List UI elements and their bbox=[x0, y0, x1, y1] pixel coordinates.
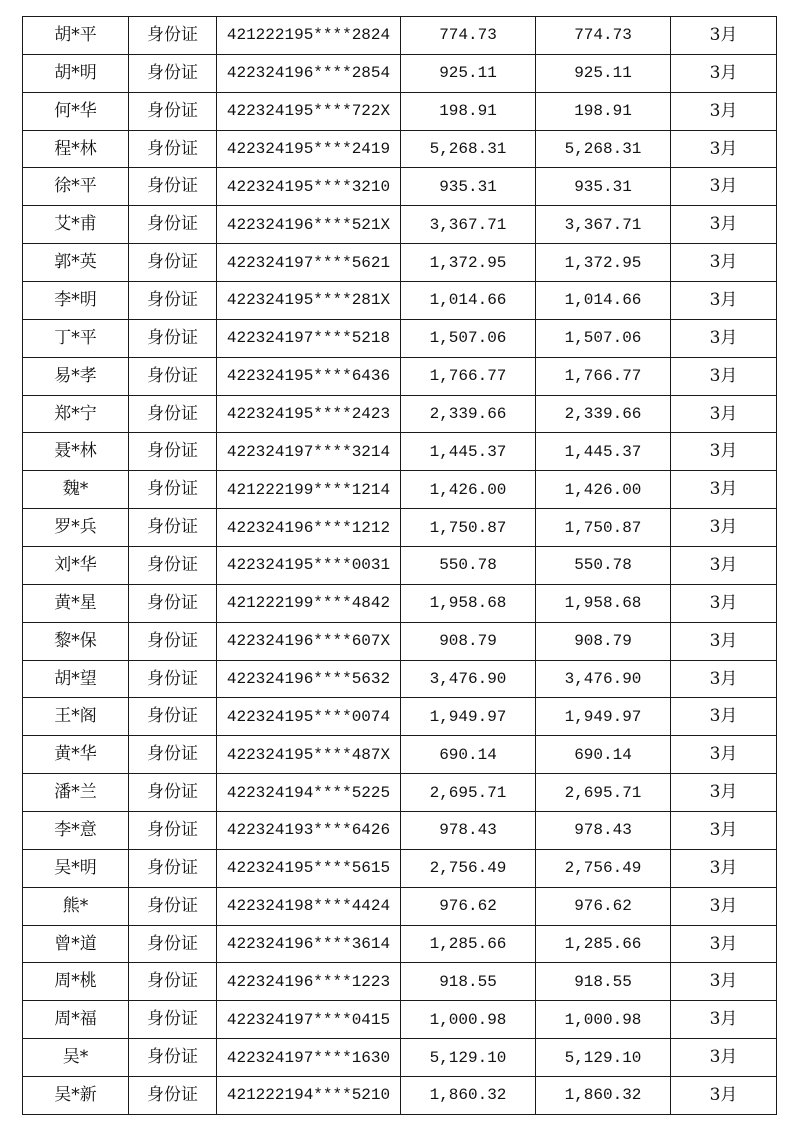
cell-amount-a: 1,750.87 bbox=[401, 509, 536, 547]
cell-amount-a: 1,000.98 bbox=[401, 1001, 536, 1039]
cell-id-type: 身份证 bbox=[129, 1039, 217, 1077]
cell-name: 程*林 bbox=[23, 130, 129, 168]
cell-id-type: 身份证 bbox=[129, 812, 217, 850]
cell-id-type: 身份证 bbox=[129, 698, 217, 736]
cell-amount-a: 1,285.66 bbox=[401, 925, 536, 963]
cell-amount-b: 5,129.10 bbox=[536, 1039, 671, 1077]
cell-amount-a: 2,339.66 bbox=[401, 395, 536, 433]
table-row bbox=[23, 471, 777, 509]
cell-month: 3月 bbox=[671, 395, 777, 433]
table-body bbox=[23, 17, 777, 1115]
cell-name: 郭*英 bbox=[23, 244, 129, 282]
cell-amount-a: 774.73 bbox=[401, 17, 536, 55]
table-row bbox=[23, 130, 777, 168]
cell-name: 聂*林 bbox=[23, 433, 129, 471]
document-page bbox=[22, 16, 776, 1115]
cell-amount-a: 978.43 bbox=[401, 812, 536, 850]
cell-name: 丁*平 bbox=[23, 319, 129, 357]
cell-amount-a: 925.11 bbox=[401, 54, 536, 92]
cell-amount-a: 918.55 bbox=[401, 963, 536, 1001]
cell-month: 3月 bbox=[671, 622, 777, 660]
cell-name: 郑*宁 bbox=[23, 395, 129, 433]
table-row bbox=[23, 698, 777, 736]
table-row bbox=[23, 849, 777, 887]
cell-name: 吴* bbox=[23, 1039, 129, 1077]
cell-id-number: 422324196****5632 bbox=[217, 660, 401, 698]
cell-name: 周*福 bbox=[23, 1001, 129, 1039]
cell-id-number: 422324195****0074 bbox=[217, 698, 401, 736]
cell-id-type: 身份证 bbox=[129, 622, 217, 660]
cell-month: 3月 bbox=[671, 244, 777, 282]
cell-name: 吴*新 bbox=[23, 1077, 129, 1115]
cell-id-type: 身份证 bbox=[129, 1077, 217, 1115]
cell-id-number: 422324196****1223 bbox=[217, 963, 401, 1001]
table-row bbox=[23, 622, 777, 660]
table-row bbox=[23, 395, 777, 433]
cell-amount-b: 690.14 bbox=[536, 736, 671, 774]
cell-id-number: 422324197****5621 bbox=[217, 244, 401, 282]
cell-name: 刘*华 bbox=[23, 547, 129, 585]
cell-amount-b: 2,695.71 bbox=[536, 774, 671, 812]
cell-id-type: 身份证 bbox=[129, 963, 217, 1001]
cell-amount-b: 3,476.90 bbox=[536, 660, 671, 698]
cell-amount-b: 908.79 bbox=[536, 622, 671, 660]
table-row bbox=[23, 17, 777, 55]
cell-name: 王*阁 bbox=[23, 698, 129, 736]
cell-id-number: 421222199****1214 bbox=[217, 471, 401, 509]
cell-amount-b: 2,756.49 bbox=[536, 849, 671, 887]
cell-amount-b: 1,372.95 bbox=[536, 244, 671, 282]
cell-month: 3月 bbox=[671, 54, 777, 92]
cell-id-number: 422324195****487X bbox=[217, 736, 401, 774]
cell-amount-b: 1,426.00 bbox=[536, 471, 671, 509]
cell-id-type: 身份证 bbox=[129, 509, 217, 547]
table-row bbox=[23, 963, 777, 1001]
cell-name: 黄*华 bbox=[23, 736, 129, 774]
cell-amount-b: 1,285.66 bbox=[536, 925, 671, 963]
cell-amount-a: 2,756.49 bbox=[401, 849, 536, 887]
cell-amount-a: 908.79 bbox=[401, 622, 536, 660]
cell-id-number: 422324196****607X bbox=[217, 622, 401, 660]
cell-amount-b: 1,445.37 bbox=[536, 433, 671, 471]
cell-id-type: 身份证 bbox=[129, 17, 217, 55]
cell-id-number: 422324196****1212 bbox=[217, 509, 401, 547]
cell-id-type: 身份证 bbox=[129, 54, 217, 92]
cell-amount-a: 5,268.31 bbox=[401, 130, 536, 168]
cell-month: 3月 bbox=[671, 1077, 777, 1115]
cell-month: 3月 bbox=[671, 168, 777, 206]
cell-amount-b: 918.55 bbox=[536, 963, 671, 1001]
cell-id-number: 422324196****3614 bbox=[217, 925, 401, 963]
cell-name: 李*意 bbox=[23, 812, 129, 850]
cell-name: 艾*甫 bbox=[23, 206, 129, 244]
cell-amount-a: 1,958.68 bbox=[401, 584, 536, 622]
table-row bbox=[23, 925, 777, 963]
cell-name: 曾*道 bbox=[23, 925, 129, 963]
cell-amount-a: 5,129.10 bbox=[401, 1039, 536, 1077]
table-row bbox=[23, 54, 777, 92]
cell-amount-b: 978.43 bbox=[536, 812, 671, 850]
cell-month: 3月 bbox=[671, 660, 777, 698]
cell-month: 3月 bbox=[671, 130, 777, 168]
cell-id-number: 422324195****2423 bbox=[217, 395, 401, 433]
cell-month: 3月 bbox=[671, 471, 777, 509]
table-row bbox=[23, 1001, 777, 1039]
cell-amount-a: 1,949.97 bbox=[401, 698, 536, 736]
cell-month: 3月 bbox=[671, 698, 777, 736]
cell-id-number: 422324194****5225 bbox=[217, 774, 401, 812]
cell-id-number: 422324195****2419 bbox=[217, 130, 401, 168]
cell-amount-b: 2,339.66 bbox=[536, 395, 671, 433]
cell-month: 3月 bbox=[671, 584, 777, 622]
cell-id-number: 422324195****5615 bbox=[217, 849, 401, 887]
table-row bbox=[23, 357, 777, 395]
cell-amount-b: 1,958.68 bbox=[536, 584, 671, 622]
table-row bbox=[23, 660, 777, 698]
table-row bbox=[23, 282, 777, 320]
cell-id-type: 身份证 bbox=[129, 433, 217, 471]
cell-name: 李*明 bbox=[23, 282, 129, 320]
cell-amount-b: 774.73 bbox=[536, 17, 671, 55]
cell-amount-b: 1,507.06 bbox=[536, 319, 671, 357]
cell-amount-a: 3,367.71 bbox=[401, 206, 536, 244]
cell-amount-b: 550.78 bbox=[536, 547, 671, 585]
cell-month: 3月 bbox=[671, 206, 777, 244]
cell-id-type: 身份证 bbox=[129, 660, 217, 698]
cell-amount-b: 5,268.31 bbox=[536, 130, 671, 168]
cell-month: 3月 bbox=[671, 509, 777, 547]
cell-id-type: 身份证 bbox=[129, 774, 217, 812]
cell-id-type: 身份证 bbox=[129, 206, 217, 244]
cell-id-type: 身份证 bbox=[129, 547, 217, 585]
table-row bbox=[23, 584, 777, 622]
cell-id-number: 422324197****0415 bbox=[217, 1001, 401, 1039]
cell-month: 3月 bbox=[671, 433, 777, 471]
cell-id-number: 422324195****6436 bbox=[217, 357, 401, 395]
cell-id-type: 身份证 bbox=[129, 1001, 217, 1039]
cell-id-number: 422324195****281X bbox=[217, 282, 401, 320]
cell-amount-a: 1,766.77 bbox=[401, 357, 536, 395]
table-row bbox=[23, 244, 777, 282]
cell-amount-b: 1,014.66 bbox=[536, 282, 671, 320]
cell-id-type: 身份证 bbox=[129, 395, 217, 433]
cell-amount-a: 1,426.00 bbox=[401, 471, 536, 509]
cell-id-type: 身份证 bbox=[129, 92, 217, 130]
cell-name: 黄*星 bbox=[23, 584, 129, 622]
cell-name: 黎*保 bbox=[23, 622, 129, 660]
cell-id-number: 422324195****0031 bbox=[217, 547, 401, 585]
cell-amount-b: 1,750.87 bbox=[536, 509, 671, 547]
cell-id-number: 422324197****1630 bbox=[217, 1039, 401, 1077]
cell-id-type: 身份证 bbox=[129, 471, 217, 509]
data-table bbox=[22, 16, 777, 1115]
table-row bbox=[23, 736, 777, 774]
cell-id-number: 422324197****3214 bbox=[217, 433, 401, 471]
cell-month: 3月 bbox=[671, 357, 777, 395]
cell-name: 魏* bbox=[23, 471, 129, 509]
cell-name: 罗*兵 bbox=[23, 509, 129, 547]
cell-month: 3月 bbox=[671, 282, 777, 320]
cell-id-type: 身份证 bbox=[129, 887, 217, 925]
cell-id-number: 421222194****5210 bbox=[217, 1077, 401, 1115]
cell-amount-b: 1,766.77 bbox=[536, 357, 671, 395]
cell-id-number: 422324195****722X bbox=[217, 92, 401, 130]
cell-id-number: 422324195****3210 bbox=[217, 168, 401, 206]
cell-name: 胡*平 bbox=[23, 17, 129, 55]
cell-name: 吴*明 bbox=[23, 849, 129, 887]
cell-id-type: 身份证 bbox=[129, 130, 217, 168]
table-row bbox=[23, 1039, 777, 1077]
cell-name: 徐*平 bbox=[23, 168, 129, 206]
cell-amount-a: 935.31 bbox=[401, 168, 536, 206]
cell-amount-a: 1,507.06 bbox=[401, 319, 536, 357]
cell-name: 何*华 bbox=[23, 92, 129, 130]
cell-id-type: 身份证 bbox=[129, 168, 217, 206]
cell-month: 3月 bbox=[671, 887, 777, 925]
cell-id-type: 身份证 bbox=[129, 319, 217, 357]
cell-month: 3月 bbox=[671, 92, 777, 130]
table-row bbox=[23, 206, 777, 244]
table-row bbox=[23, 168, 777, 206]
cell-amount-a: 976.62 bbox=[401, 887, 536, 925]
cell-amount-a: 1,860.32 bbox=[401, 1077, 536, 1115]
cell-amount-b: 935.31 bbox=[536, 168, 671, 206]
cell-month: 3月 bbox=[671, 17, 777, 55]
cell-id-type: 身份证 bbox=[129, 925, 217, 963]
cell-amount-a: 690.14 bbox=[401, 736, 536, 774]
table-row bbox=[23, 547, 777, 585]
cell-name: 胡*望 bbox=[23, 660, 129, 698]
cell-id-type: 身份证 bbox=[129, 282, 217, 320]
cell-month: 3月 bbox=[671, 1039, 777, 1077]
cell-amount-a: 198.91 bbox=[401, 92, 536, 130]
cell-id-type: 身份证 bbox=[129, 849, 217, 887]
cell-id-type: 身份证 bbox=[129, 736, 217, 774]
table-row bbox=[23, 509, 777, 547]
cell-name: 潘*兰 bbox=[23, 774, 129, 812]
cell-amount-a: 1,014.66 bbox=[401, 282, 536, 320]
cell-id-number: 422324193****6426 bbox=[217, 812, 401, 850]
cell-amount-b: 1,949.97 bbox=[536, 698, 671, 736]
cell-month: 3月 bbox=[671, 736, 777, 774]
cell-month: 3月 bbox=[671, 812, 777, 850]
table-row bbox=[23, 774, 777, 812]
cell-name: 熊* bbox=[23, 887, 129, 925]
cell-amount-a: 550.78 bbox=[401, 547, 536, 585]
cell-amount-a: 1,372.95 bbox=[401, 244, 536, 282]
cell-month: 3月 bbox=[671, 774, 777, 812]
table-row bbox=[23, 887, 777, 925]
cell-amount-b: 3,367.71 bbox=[536, 206, 671, 244]
cell-name: 周*桃 bbox=[23, 963, 129, 1001]
table-row bbox=[23, 92, 777, 130]
cell-id-type: 身份证 bbox=[129, 357, 217, 395]
cell-id-type: 身份证 bbox=[129, 244, 217, 282]
cell-amount-a: 2,695.71 bbox=[401, 774, 536, 812]
cell-month: 3月 bbox=[671, 963, 777, 1001]
cell-month: 3月 bbox=[671, 849, 777, 887]
cell-month: 3月 bbox=[671, 547, 777, 585]
cell-month: 3月 bbox=[671, 925, 777, 963]
cell-id-number: 421222199****4842 bbox=[217, 584, 401, 622]
cell-amount-b: 1,000.98 bbox=[536, 1001, 671, 1039]
cell-name: 胡*明 bbox=[23, 54, 129, 92]
cell-id-number: 422324196****2854 bbox=[217, 54, 401, 92]
cell-month: 3月 bbox=[671, 319, 777, 357]
cell-id-type: 身份证 bbox=[129, 584, 217, 622]
table-row bbox=[23, 812, 777, 850]
cell-amount-b: 1,860.32 bbox=[536, 1077, 671, 1115]
cell-id-number: 422324198****4424 bbox=[217, 887, 401, 925]
cell-month: 3月 bbox=[671, 1001, 777, 1039]
cell-id-number: 422324196****521X bbox=[217, 206, 401, 244]
table-row bbox=[23, 319, 777, 357]
cell-amount-b: 198.91 bbox=[536, 92, 671, 130]
cell-amount-b: 925.11 bbox=[536, 54, 671, 92]
cell-amount-a: 3,476.90 bbox=[401, 660, 536, 698]
cell-amount-a: 1,445.37 bbox=[401, 433, 536, 471]
cell-name: 易*孝 bbox=[23, 357, 129, 395]
table-row bbox=[23, 433, 777, 471]
cell-id-number: 421222195****2824 bbox=[217, 17, 401, 55]
table-row bbox=[23, 1077, 777, 1115]
cell-amount-b: 976.62 bbox=[536, 887, 671, 925]
cell-id-number: 422324197****5218 bbox=[217, 319, 401, 357]
